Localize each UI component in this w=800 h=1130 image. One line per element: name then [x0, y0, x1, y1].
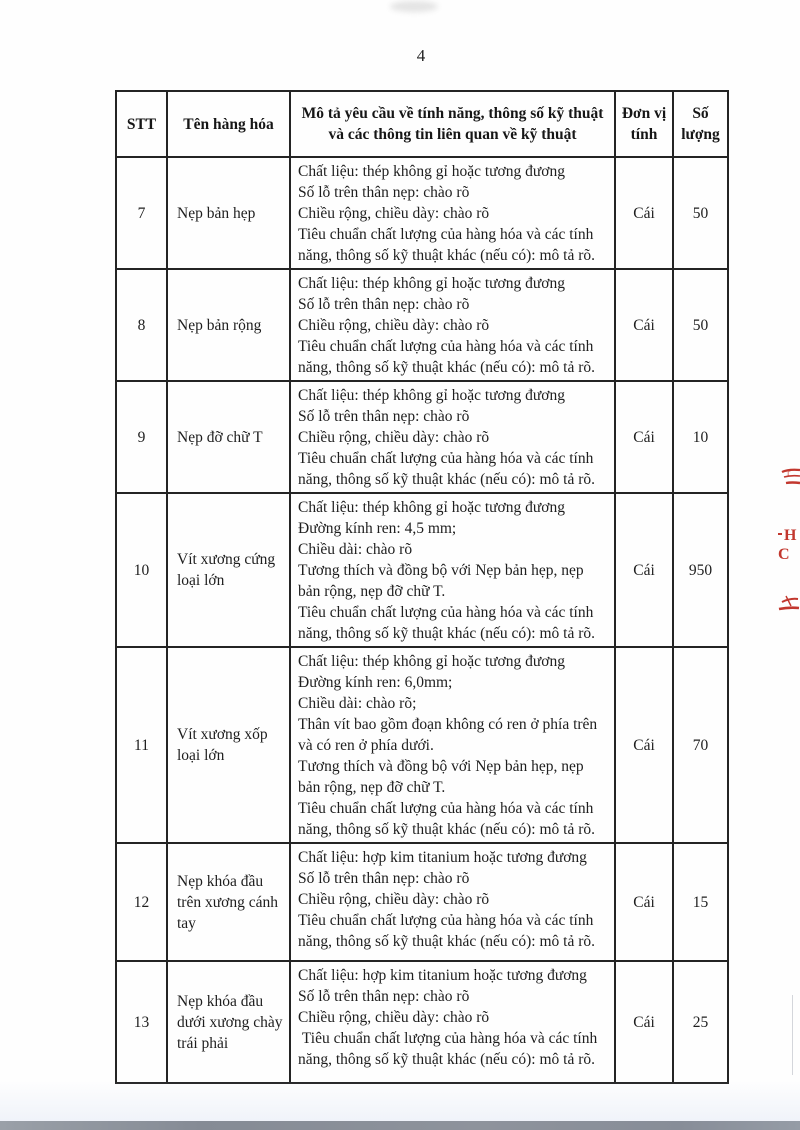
- stamp-mark: T: [786, 470, 791, 478]
- table-body: [116, 157, 728, 1083]
- header-description: Mô tả yêu cầu về tính năng, thông số kỹ thuật và các thông tin liên quan về kỹ thuật: [290, 91, 615, 157]
- row-quantity: 10: [673, 381, 728, 493]
- description-line: Chất liệu: thép không gỉ hoặc tương đương: [298, 387, 565, 404]
- description-line: Chiều dài: chào rõ: [298, 541, 413, 558]
- description-line: Đường kính ren: 4,5 mm;: [298, 520, 457, 537]
- row-item-name: Vít xương cứng loại lớn: [167, 493, 290, 647]
- description-line: Số lỗ trên thân nẹp: chào rõ: [298, 988, 470, 1005]
- header-item-name: Tên hàng hóa: [167, 91, 290, 157]
- description-line: Tiêu chuẩn chất lượng của hàng hóa và các tính năng, thông số kỹ thuật khác (nếu có): mô tả rõ.: [298, 338, 598, 376]
- description-line: Chất liệu: thép không gỉ hoặc tương đương: [298, 163, 565, 180]
- row-item-name: Nẹp đỡ chữ T: [167, 381, 290, 493]
- description-line: Chiều dài: chào rõ;: [298, 695, 417, 712]
- row-quantity: 950: [673, 493, 728, 647]
- row-description: [290, 269, 615, 381]
- description-line: Tiêu chuẩn chất lượng của hàng hóa và các tính năng, thông số kỹ thuật khác (nếu có): mô tả rõ.: [298, 800, 598, 838]
- row-unit: Cái: [615, 493, 673, 647]
- row-quantity: 70: [673, 647, 728, 843]
- row-item-name: Nẹp bản rộng: [167, 269, 290, 381]
- row-unit: Cái: [615, 647, 673, 843]
- row-stt: 7: [116, 157, 167, 269]
- description-line: Tương thích và đồng bộ với Nẹp bản hẹp, nẹp bản rộng, nẹp đỡ chữ T.: [298, 562, 588, 600]
- table-header: [116, 91, 728, 157]
- header-quantity: Số lượng: [673, 91, 728, 157]
- row-stt: 9: [116, 381, 167, 493]
- description-line: Số lỗ trên thân nẹp: chào rõ: [298, 296, 470, 313]
- table-row: [116, 961, 728, 1083]
- table-row: [116, 843, 728, 961]
- description-line: Tương thích và đồng bộ với Nẹp bản hẹp, nẹp bản rộng, nẹp đỡ chữ T.: [298, 758, 588, 796]
- header-stt: STT: [116, 91, 167, 157]
- row-description: [290, 157, 615, 269]
- header-row: [116, 91, 728, 157]
- row-description: [290, 381, 615, 493]
- description-line: Chiều rộng, chiều dày: chào rõ: [298, 429, 490, 446]
- row-item-name: Nẹp khóa đầu dưới xương chày trái phải: [167, 961, 290, 1083]
- description-line: Chiều rộng, chiều dày: chào rõ: [298, 1009, 490, 1026]
- description-line: Chiều rộng, chiều dày: chào rõ: [298, 891, 490, 908]
- description-line: Tiêu chuẩn chất lượng của hàng hóa và các tính năng, thông số kỹ thuật khác (nếu có): mô tả rõ.: [298, 450, 598, 488]
- description-line: Tiêu chuẩn chất lượng của hàng hóa và các tính năng, thông số kỹ thuật khác (nếu có): mô tả rõ.: [298, 912, 598, 950]
- stamp-letter-c: C: [778, 546, 790, 563]
- description-line: Số lỗ trên thân nẹp: chào rõ: [298, 184, 470, 201]
- description-line: Chất liệu: thép không gỉ hoặc tương đương: [298, 275, 565, 292]
- row-description: [290, 843, 615, 961]
- scan-bottom-haze: [0, 1080, 800, 1122]
- row-unit: Cái: [615, 843, 673, 961]
- scan-smudge: [390, 1, 438, 12]
- description-line: Chất liệu: hợp kim titanium hoặc tương đương: [298, 849, 587, 866]
- row-stt: 8: [116, 269, 167, 381]
- description-line: Tiêu chuẩn chất lượng của hàng hóa và các tính năng, thông số kỹ thuật khác (nếu có): mô tả rõ.: [298, 604, 598, 642]
- row-description: [290, 493, 615, 647]
- scan-edge-line: [792, 995, 793, 1075]
- description-line: Chất liệu: thép không gỉ hoặc tương đương: [298, 653, 565, 670]
- table-row: [116, 269, 728, 381]
- scan-bottom-band: [0, 1121, 800, 1130]
- header-unit: Đơn vị tính: [615, 91, 673, 157]
- row-quantity: 15: [673, 843, 728, 961]
- row-stt: 13: [116, 961, 167, 1083]
- table-row: [116, 381, 728, 493]
- description-line: Chất liệu: thép không gỉ hoặc tương đương: [298, 499, 565, 516]
- items-table: [115, 90, 729, 1084]
- description-line: Tiêu chuẩn chất lượng của hàng hóa và các tính năng, thông số kỹ thuật khác (nếu có): mô tả rõ.: [298, 1030, 602, 1068]
- table-row: [116, 493, 728, 647]
- row-quantity: 25: [673, 961, 728, 1083]
- row-description: [290, 647, 615, 843]
- description-line: Thân vít bao gồm đoạn không có ren ở phía trên và có ren ở phía dưới.: [298, 716, 602, 754]
- description-line: Chiều rộng, chiều dày: chào rõ: [298, 317, 490, 334]
- table-row: [116, 647, 728, 843]
- stamp-letter-h: H: [784, 527, 797, 544]
- page-number: 4: [416, 46, 426, 65]
- row-quantity: 50: [673, 157, 728, 269]
- description-line: Chất liệu: hợp kim titanium hoặc tương đương: [298, 967, 587, 984]
- description-line: Đường kính ren: 6,0mm;: [298, 674, 453, 691]
- row-stt: 12: [116, 843, 167, 961]
- row-item-name: Nẹp khóa đầu trên xương cánh tay: [167, 843, 290, 961]
- row-item-name: Vít xương xốp loại lớn: [167, 647, 290, 843]
- row-description: [290, 961, 615, 1083]
- description-line: Chiều rộng, chiều dày: chào rõ: [298, 205, 490, 222]
- row-item-name: Nẹp bản hẹp: [167, 157, 290, 269]
- description-line: Số lỗ trên thân nẹp: chào rõ: [298, 408, 470, 425]
- row-unit: Cái: [615, 157, 673, 269]
- row-unit: Cái: [615, 961, 673, 1083]
- row-stt: 11: [116, 647, 167, 843]
- description-line: Tiêu chuẩn chất lượng của hàng hóa và các tính năng, thông số kỹ thuật khác (nếu có): mô tả rõ.: [298, 226, 598, 264]
- row-stt: 10: [116, 493, 167, 647]
- red-stamp-fragment: [774, 462, 800, 632]
- row-quantity: 50: [673, 269, 728, 381]
- description-line: Số lỗ trên thân nẹp: chào rõ: [298, 870, 470, 887]
- table-row: [116, 157, 728, 269]
- row-unit: Cái: [615, 269, 673, 381]
- row-unit: Cái: [615, 381, 673, 493]
